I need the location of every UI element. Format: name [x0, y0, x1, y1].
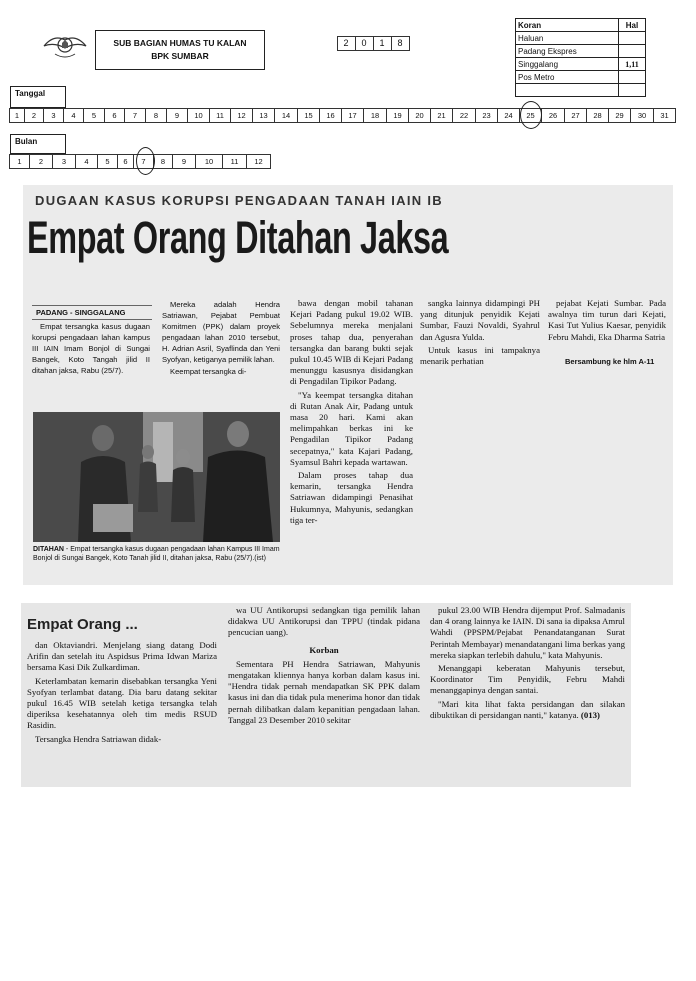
body-paragraph: dan Oktaviandri. Menjelang siang datang Dodi Arifin dan setelah itu Aspidsus Prima Idwan Mariza bersama Kasi Dik Zulkardiman.	[27, 640, 217, 673]
day-cell: 8	[145, 108, 167, 123]
source-name: Haluan	[516, 32, 619, 45]
bpk-emblem-logo	[40, 28, 90, 64]
day-cell: 25	[519, 108, 542, 123]
unit-line-2: BPK SUMBAR	[151, 51, 209, 61]
article1-column-5	[548, 298, 666, 345]
photo-caption	[33, 545, 283, 563]
source-name: Pos Metro	[516, 71, 619, 84]
month-cell: 2	[29, 154, 53, 169]
body-paragraph: Menanggapi keberatan Mahyunis tersebut, Koordinator Tim Penyidik, Febru Mahdi menanggapinya dengan santai.	[430, 663, 625, 696]
subheading-korban: Korban	[309, 644, 339, 655]
day-cell: 7	[124, 108, 146, 123]
article2-column-2	[228, 605, 420, 728]
col-hal-header: Hal	[619, 19, 646, 32]
month-cell: 1	[9, 154, 30, 169]
body-paragraph: Dalam proses tahap dua kemarin, tersangka Hendra Satriawan didampingi Penasihat Hukumnya, Mahyunis, sedangkan tiga ter-	[290, 470, 413, 525]
source-name: Singgalang	[516, 58, 619, 71]
tanggal-scale	[10, 108, 676, 123]
day-cell: 18	[363, 108, 387, 123]
source-page	[619, 45, 646, 58]
col-koran-header: Koran	[516, 19, 619, 32]
signoff-code: (013)	[580, 709, 600, 720]
day-cell: 31	[653, 108, 676, 123]
body-paragraph: Keterlambatan kemarin disebabkan tersangka Yeni Syofyan terlambat datang. Dia baru datang sekitar pukul 16.45 WIB setelah ketiga tersangka telah diperiksa kesehatannya oleh tim medis RSUD Rasidin.	[27, 675, 217, 731]
day-cell: 30	[630, 108, 654, 123]
year-digit: 0	[355, 36, 374, 51]
source-name	[516, 84, 619, 97]
source-name: Padang Ekspres	[516, 45, 619, 58]
month-cell: 4	[75, 154, 98, 169]
body-paragraph: Keempat tersangka di-	[170, 367, 247, 377]
continuation-title: Empat Orang ...	[27, 616, 138, 633]
news-photo	[33, 412, 280, 542]
month-cell: 9	[172, 154, 196, 169]
day-cell: 29	[608, 108, 631, 123]
closing-quote: "Mari kita lihat fakta persidangan dan silakan dibuktikan di persidangan nanti," katanya.	[430, 698, 625, 720]
day-cell: 26	[541, 108, 565, 123]
body-paragraph	[430, 699, 625, 721]
day-cell: 10	[187, 108, 210, 123]
day-cell: 1	[9, 108, 25, 123]
bulan-label: Bulan	[10, 134, 66, 154]
body-paragraph: wa UU Antikorupsi sedangkan tiga pemilik lahan didakwa UU Antikorupsi dan TPPU (tindak pidana pencucian uang).	[228, 605, 420, 638]
caption-credit: (ist)	[254, 555, 266, 562]
source-page	[619, 84, 646, 97]
day-cell: 6	[104, 108, 125, 123]
day-cell: 11	[209, 108, 231, 123]
year-digit: 8	[391, 36, 410, 51]
day-cell: 5	[83, 108, 105, 123]
day-cell: 22	[452, 108, 476, 123]
month-cell: 11	[222, 154, 247, 169]
day-cell: 15	[297, 108, 320, 123]
day-cell: 14	[274, 108, 298, 123]
day-cell: 16	[319, 108, 342, 123]
body-paragraph: sangka lainnya didampingi PH yang ditunjuk penyidik Kejati Sumbar, Fauzi Novaldi, Syahrul dan Agusra Yulda.	[420, 298, 540, 342]
day-cell: 13	[252, 108, 275, 123]
source-page	[619, 71, 646, 84]
year-boxes	[338, 36, 410, 51]
day-cell: 9	[166, 108, 188, 123]
article-kicker: DUGAAN KASUS KORUPSI PENGADAAN TANAH IAIN IB	[35, 193, 443, 208]
day-cell: 23	[475, 108, 498, 123]
month-cell: 7	[133, 154, 154, 169]
body-paragraph: pejabat Kejati Sumbar. Pada awalnya tim turun dari Kejati, Kasi Tut Yulius Kaesar, penyidik Febru Mahdi, Eka Dharma Satria	[548, 298, 666, 342]
article2-column-1	[27, 640, 217, 747]
article1-column-2	[162, 300, 280, 380]
newspaper-source-table	[515, 18, 646, 97]
day-cell: 17	[341, 108, 364, 123]
month-cell: 6	[117, 154, 134, 169]
day-cell: 21	[430, 108, 453, 123]
year-digit: 2	[337, 36, 356, 51]
unit-line-1: SUB BAGIAN HUMAS TU KALAN	[113, 38, 247, 48]
day-cell: 19	[386, 108, 409, 123]
source-page: 1,11	[619, 58, 646, 71]
article-lead	[32, 322, 150, 379]
year-digit: 1	[373, 36, 392, 51]
caption-label: DITAHAN	[33, 546, 64, 553]
body-paragraph: bawa dengan mobil tahanan Kejari Padang pukul 19.02 WIB. Sebelumnya mereka menjalani proses tahap dua, penyerahan tersangka dan barang bukti sejak pukul 10.45 WIB di Kejari Padang menunggu kasusnya disidangkan di Pengadilan Tipikor Padang.	[290, 298, 413, 387]
day-cell: 4	[63, 108, 84, 123]
day-cell: 2	[24, 108, 44, 123]
article1-column-4	[420, 298, 540, 369]
article-headline: Empat Orang Ditahan Jaksa	[27, 212, 449, 263]
tanggal-label: Tanggal	[10, 86, 66, 108]
body-paragraph: Tersangka Hendra Satriawan didak-	[35, 733, 162, 744]
lead-paragraph: Empat tersangka kasus dugaan korupsi pengadaan lahan kampus III IAIN Imam Bonjol di Sungai Bangek, Koto Tangah jilid II ditahan jaksa, Rabu (25/7).	[32, 322, 150, 375]
dateline: PADANG - SINGGALANG	[32, 305, 152, 320]
month-cell: 8	[153, 154, 173, 169]
body-paragraph: Sementara PH Hendra Satriawan, Mahyunis mengatakan kliennya hanya korban dalam kasus ini. "Hendra tidak pernah mendapatkan SK PPK dalam kasus ini dan dia tidak pula menerima honor dan tidak pernah dilibatkan dalam kepanitian pengadaan lahan. Tanggal 23 Desember 2010 sekitar	[228, 658, 420, 725]
caption-text: - Empat tersangka kasus dugaan pengadaan lahan Kampus III Imam Bonjol di Sungai Bangek, Koto Tanah jilid II, ditahan jaksa, Rabu (25/7).	[33, 546, 280, 562]
month-cell: 10	[195, 154, 223, 169]
source-page	[619, 32, 646, 45]
month-cell: 5	[97, 154, 118, 169]
selected-day-circle	[520, 101, 542, 129]
continued-note: Bersambung ke hlm A-11	[565, 357, 655, 366]
body-paragraph: Untuk kasus ini tampaknya menarik perhatian	[420, 344, 540, 367]
body-paragraph: pukul 23.00 WIB Hendra dijemput Prof. Salmadanis dan 4 orang lainnya ke IAIN. Di sana ia dipaksa Amrul Wahdi (PPSPM/Pejabat Penandatanganan Surat Perintah Membayar) menandatangani lima berkas yang mereka siapkan terlebih dahulu," kata Mahyunis.	[430, 605, 625, 660]
unit-label-box	[95, 30, 265, 70]
selected-month-circle	[136, 147, 155, 175]
month-cell: 12	[246, 154, 271, 169]
day-cell: 3	[43, 108, 64, 123]
day-cell: 12	[230, 108, 253, 123]
article2-column-3	[430, 605, 625, 723]
month-cell: 3	[52, 154, 76, 169]
day-cell: 28	[586, 108, 609, 123]
day-cell: 20	[408, 108, 431, 123]
article1-column-3	[290, 298, 413, 528]
body-paragraph: Mereka adalah Hendra Satriawan, Pejabat Pembuat Komitmen (PPK) dalam proyek pengadaan lahan 2010 tersebut, H. Adrian Asril, Syaflinda dan Yeni Syofyan, ketiganya pemilik lahan.	[162, 300, 280, 364]
day-cell: 24	[497, 108, 520, 123]
body-paragraph: "Ya keempat tersangka ditahan di Rutan Anak Air, Padang untuk masa 20 hari. Kami akan melimpahkan berkas ini ke Pengadilan Tipikor Padang secepatnya," kata Kajari Padang, Syamsul Bahri kepada wartawan.	[290, 389, 413, 467]
day-cell: 27	[564, 108, 587, 123]
